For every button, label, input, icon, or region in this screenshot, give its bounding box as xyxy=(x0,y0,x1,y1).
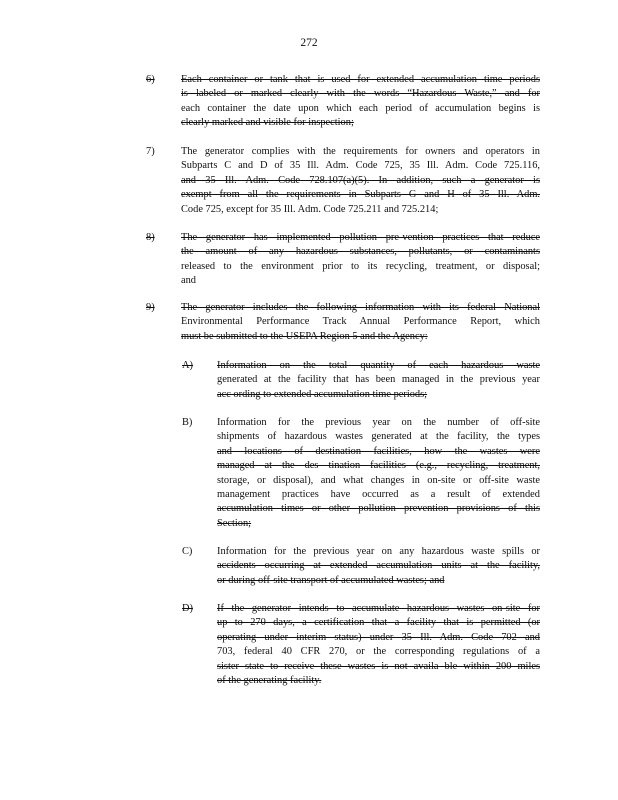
item-number: 9) xyxy=(146,302,155,313)
subitem-b xyxy=(182,416,540,531)
text-line: Each container or tank that is used for extended accumulation time periods xyxy=(181,74,540,85)
text-line: managed at the des tination facilities (e.g., recycling, treatment, xyxy=(217,460,540,472)
text-line: Subparts C and D of 35 Ill. Adm. Code 725, 35 Ill. Adm. Code 725.116, xyxy=(181,160,540,172)
text-line: storage, or disposal), and what changes in on-site or off-site waste xyxy=(217,474,540,486)
text-line: generated at the facility that has been managed in the previous year xyxy=(217,374,540,386)
text-line: each container the date upon which each period of accumulation begins is xyxy=(181,102,540,114)
subitem-number: B) xyxy=(182,417,193,428)
text-line: clearly marked and visible for inspection; xyxy=(181,117,354,129)
text-line: The generator includes the following information with its federal National xyxy=(181,302,540,313)
text-line: released to the environment prior to its recycling, treatment, or disposal; xyxy=(181,260,540,272)
text-line: Code 725, except for 35 Ill. Adm. Code 725.211 and 725.214; xyxy=(181,203,439,215)
text-line: acc ording to extended accumulation time periods; xyxy=(217,388,428,400)
text-line: Information on the total quantity of each hazardous waste xyxy=(217,360,540,371)
text-line: is labeled or marked clearly with the words “Hazardous Waste,” and for xyxy=(181,88,540,100)
text-line: operating under interim status) under 35 Ill. Adm. Code 702 and xyxy=(217,631,540,643)
item-8 xyxy=(146,231,540,289)
text-line: must be submitted to the USEPA Region 5 and the Agency: xyxy=(181,330,428,342)
subitem-a xyxy=(182,359,540,402)
text-line: The generator complies with the requirements for owners and operators in xyxy=(181,146,540,157)
text-line: shipments of hazardous wastes generated at the facility, the types xyxy=(217,431,540,443)
text-line: sister state to receive these wastes is not availa ble within 200 miles xyxy=(217,660,540,672)
text-line: and locations of destination facilities, how the wastes were xyxy=(217,445,540,457)
text-line: Environmental Performance Track Annual Performance Report, which xyxy=(181,316,540,328)
text-line: Information for the previous year on the number of off-site xyxy=(217,417,540,428)
text-line: Information for the previous year on any hazardous waste spills or xyxy=(217,546,540,557)
subitem-d xyxy=(182,602,540,688)
subitem-number: D) xyxy=(182,603,193,614)
subitem-c xyxy=(182,545,540,588)
text-line: management practices have occurred as a result of extended xyxy=(217,489,540,501)
item-number: 8) xyxy=(146,232,155,243)
text-line: Section; xyxy=(217,517,252,529)
subitem-number: A) xyxy=(182,360,193,371)
item-6 xyxy=(146,73,540,131)
text-line: The generator has implemented pollution pre-vention practices that reduce xyxy=(181,232,540,243)
text-line: or during off-site transport of accumulated wastes; and xyxy=(217,574,445,586)
item-number: 7) xyxy=(146,146,155,157)
text-line: and xyxy=(181,275,197,287)
item-7 xyxy=(146,145,540,217)
text-line: of the generating facility. xyxy=(217,675,322,687)
text-line: 703, federal 40 CFR 270, or the corresponding regulations of a xyxy=(217,646,540,658)
item-number: 6) xyxy=(146,74,155,85)
text-line: the amount of any hazardous substances, pollutants, or contaminants xyxy=(181,246,540,258)
text-line: and 35 Ill. Adm. Code 728.107(a)(5). In addition, such a generator is xyxy=(181,174,540,186)
text-line: accidents occurring at extended accumulation units at the facility, xyxy=(217,560,540,572)
item-9 xyxy=(146,301,540,344)
text-line: If the generator intends to accumulate hazardous wastes on-site for xyxy=(217,603,540,614)
page-number: 272 xyxy=(300,37,318,49)
text-line: accumulation times or other pollution prevention provisions of this xyxy=(217,503,540,515)
text-line: up to 270 days, a certification that a facility that is permitted (or xyxy=(217,617,540,629)
subitem-number: C) xyxy=(182,546,193,557)
text-line: exempt from all the requirements in Subparts G and H of 35 Ill. Adm. xyxy=(181,189,540,201)
